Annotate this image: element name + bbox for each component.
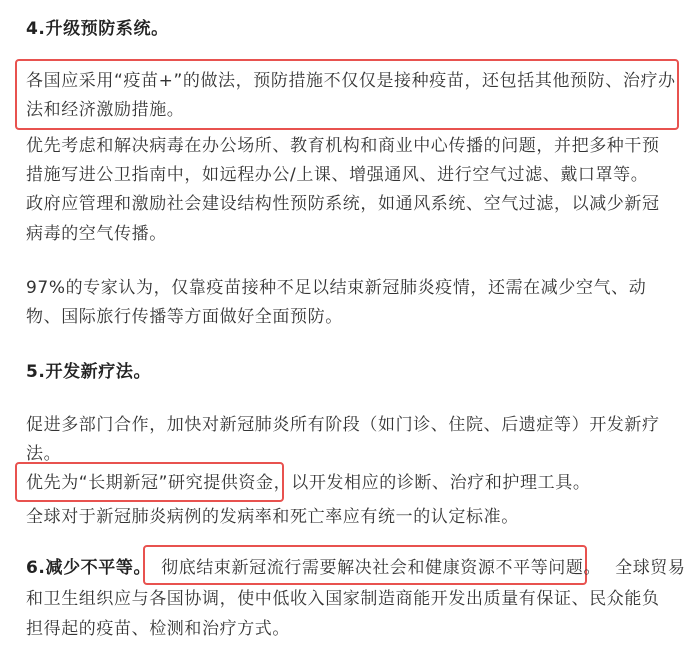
section-4-boxed-line-1: 各国应采用“疫苗+”的做法，预防措施不仅仅是接种疫苗，还包括其他预防、治疗办 (26, 71, 676, 91)
section-6-heading: 6.减少不平等。 (26, 558, 152, 578)
section-5-para1-line-1: 促进多部门合作，加快对新冠肺炎所有阶段（如门诊、住院、后遗症等）开发新疗 (26, 415, 660, 435)
section-4-heading: 4.升级预防系统。 (26, 19, 169, 39)
section-6-boxed-phrase: 彻底结束新冠流行需要解决社会和健康资源不平等问题。 (161, 558, 602, 578)
section-4-para1-line-1: 优先考虑和解决病毒在办公场所、教育机构和商业中心传播的问题，并把多种干预 (26, 136, 660, 156)
section-6-line-3: 担得起的疫苗、检测和治疗方式。 (26, 619, 290, 639)
section-6-line-2: 和卫生组织应与各国协调，使中低收入国家制造商能开发出质量有保证、民众能负 (26, 589, 660, 609)
section-4-para2-line-1: 97%的专家认为，仅靠疫苗接种不足以结束新冠肺炎疫情，还需在减少空气、动 (26, 278, 647, 298)
section-5-last-line: 全球对于新冠肺炎病例的发病率和死亡率应有统一的认定标准。 (26, 507, 519, 527)
section-5-para1-line-2: 法。 (26, 444, 62, 464)
section-4-para2-line-2: 物、国际旅行传播等方面做好全面预防。 (26, 307, 343, 327)
section-5-funding-line (26, 471, 590, 495)
section-5-heading: 5.开发新疗法。 (26, 362, 152, 382)
section-5-boxed-phrase: 优先为“长期新冠”研究提供资金， (26, 473, 292, 493)
section-4-para1-line-3: 政府应管理和激励社会建设结构性预防系统，如通风系统、空气过滤，以减少新冠 (26, 194, 660, 214)
section-4-para1-line-4: 病毒的空气传播。 (26, 224, 167, 244)
section-4-para1-line-2: 措施写进公卫指南中，如远程办公/上课、增强通风、进行空气过滤、戴口罩等。 (26, 165, 649, 185)
section-6-after-box: 全球贸易 (615, 558, 685, 578)
section-5-after-box: 以开发相应的诊断、治疗和护理工具。 (291, 473, 591, 493)
section-6-first-line (26, 556, 685, 580)
section-4-boxed-line-2: 法和经济激励措施。 (26, 100, 185, 120)
